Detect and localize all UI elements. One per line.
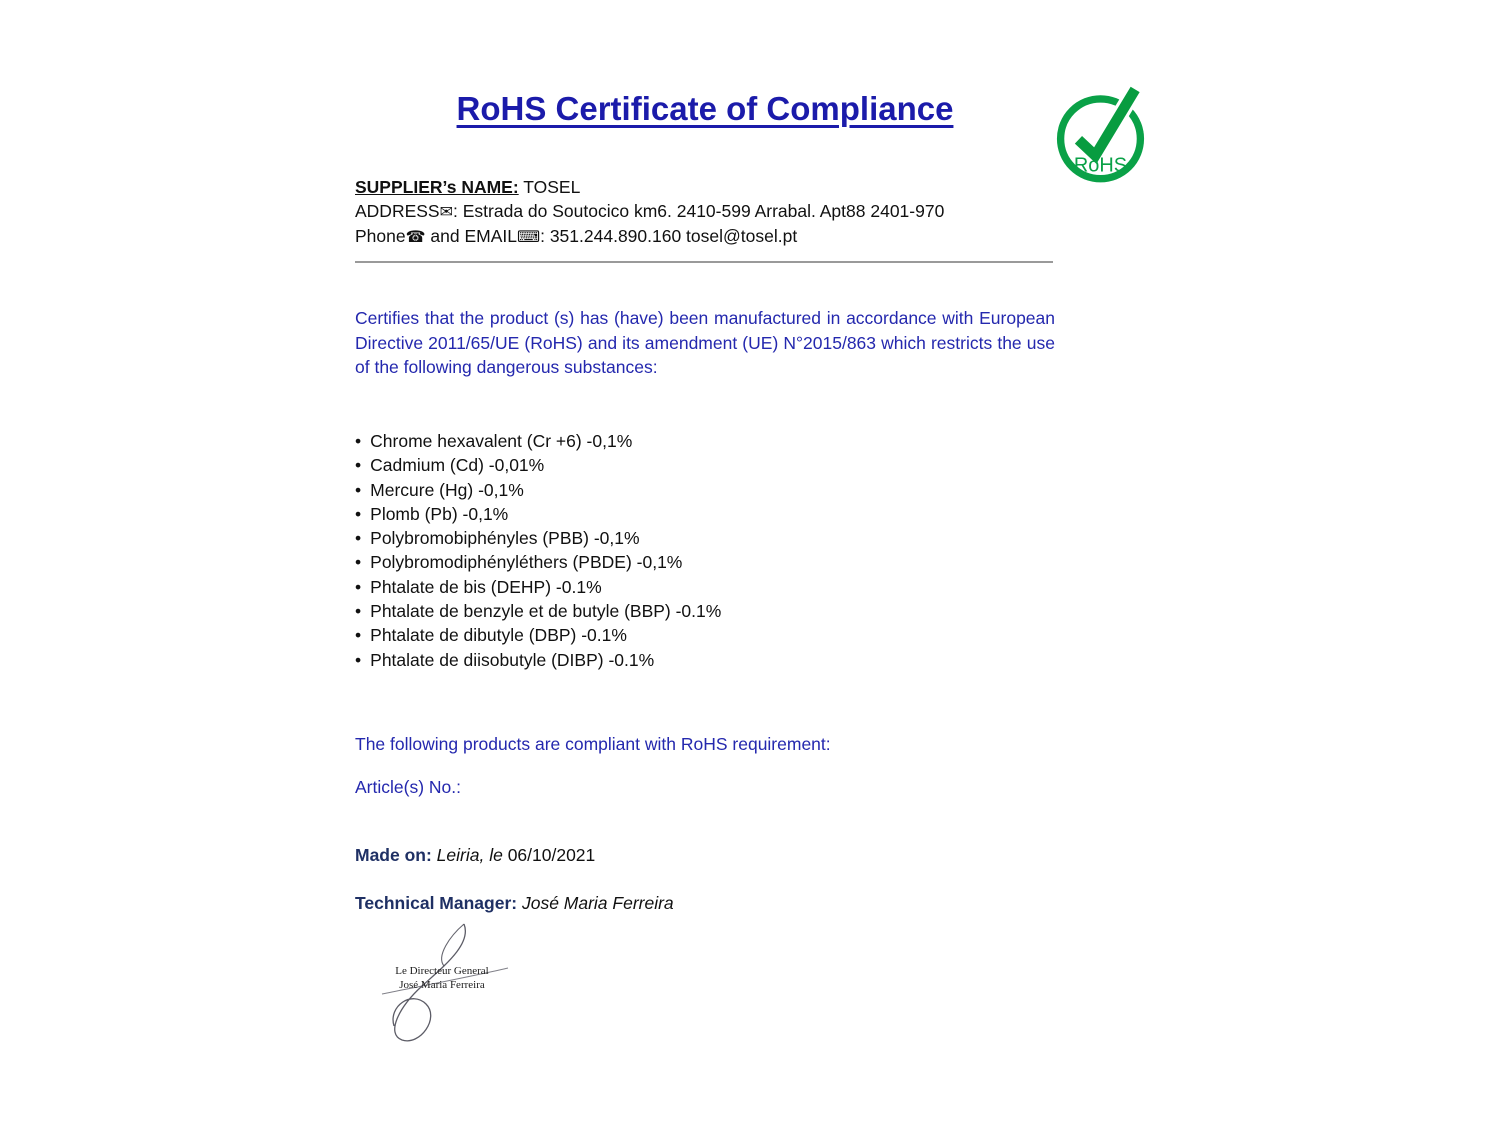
supplier-name-value: TOSEL (518, 177, 581, 197)
article-number-label: Article(s) No.: (355, 777, 461, 797)
divider-line (355, 261, 1053, 263)
envelope-icon: ✉ (439, 202, 454, 221)
supplier-name-line (355, 175, 944, 199)
phone-label: Phone (355, 226, 406, 246)
rohs-logo-text: RoHS (1073, 154, 1128, 177)
made-on-date: 06/10/2021 (507, 845, 596, 865)
supplier-info (355, 175, 944, 249)
made-on-place: Leiria, le (431, 845, 508, 865)
substance-item: • Chrome hexavalent (Cr +6) -0,1% (355, 429, 721, 453)
supplier-contact-line (355, 224, 944, 249)
email-label: and EMAIL (425, 226, 517, 246)
substance-item: • Phtalate de bis (DEHP) -0.1% (355, 575, 721, 599)
computer-icon: ⌨ (517, 227, 541, 246)
signature (352, 920, 537, 1055)
made-on-label: Made on: (355, 845, 432, 865)
phone-icon: ☎ (405, 227, 426, 246)
substance-item: • Mercure (Hg) -0,1% (355, 478, 721, 502)
supplier-name-label: SUPPLIER’s NAME: (355, 177, 519, 197)
supplier-address-line (355, 199, 944, 224)
substance-item: • Phtalate de benzyle et de butyle (BBP) -0.1% (355, 599, 721, 623)
address-label: ADDRESS (355, 201, 440, 221)
substance-item: • Polybromobiphényles (PBB) -0,1% (355, 526, 721, 550)
compliance-statement: The following products are compliant with RoHS requirement: (355, 734, 831, 754)
signature-title-text: Le Directeur General (395, 965, 489, 977)
contact-value: : 351.244.890.160 tosel@tosel.pt (540, 226, 798, 246)
certification-paragraph: Certifies that the product (s) has (have) been manufactured in accordance with European Directive 2011/65/UE (RoHS) and its amendment (UE) N°2015/863 which restricts the use of the following dangerous substances: (355, 308, 1055, 377)
made-on-line (355, 845, 595, 866)
substance-item: • Plomb (Pb) -0,1% (355, 502, 721, 526)
technical-manager-name: José Maria Ferreira (517, 893, 674, 913)
substance-item: • Phtalate de diisobutyle (DIBP) -0.1% (355, 648, 721, 672)
substance-item: • Polybromodiphényléthers (PBDE) -0,1% (355, 550, 721, 574)
page-title: RoHS Certificate of Compliance (456, 90, 954, 127)
technical-manager-label: Technical Manager: (355, 893, 518, 913)
technical-manager-line (355, 893, 674, 914)
signature-name-text: José Maria Ferreira (399, 979, 485, 991)
address-value: : Estrada do Soutocico km6. 2410-599 Arrabal. Apt88 2401-970 (453, 201, 945, 221)
rohs-logo (1048, 80, 1153, 185)
substance-item: • Phtalate de dibutyle (DBP) -0.1% (355, 623, 721, 647)
substance-item: • Cadmium (Cd) -0,01% (355, 453, 721, 477)
substances-list (355, 429, 721, 672)
